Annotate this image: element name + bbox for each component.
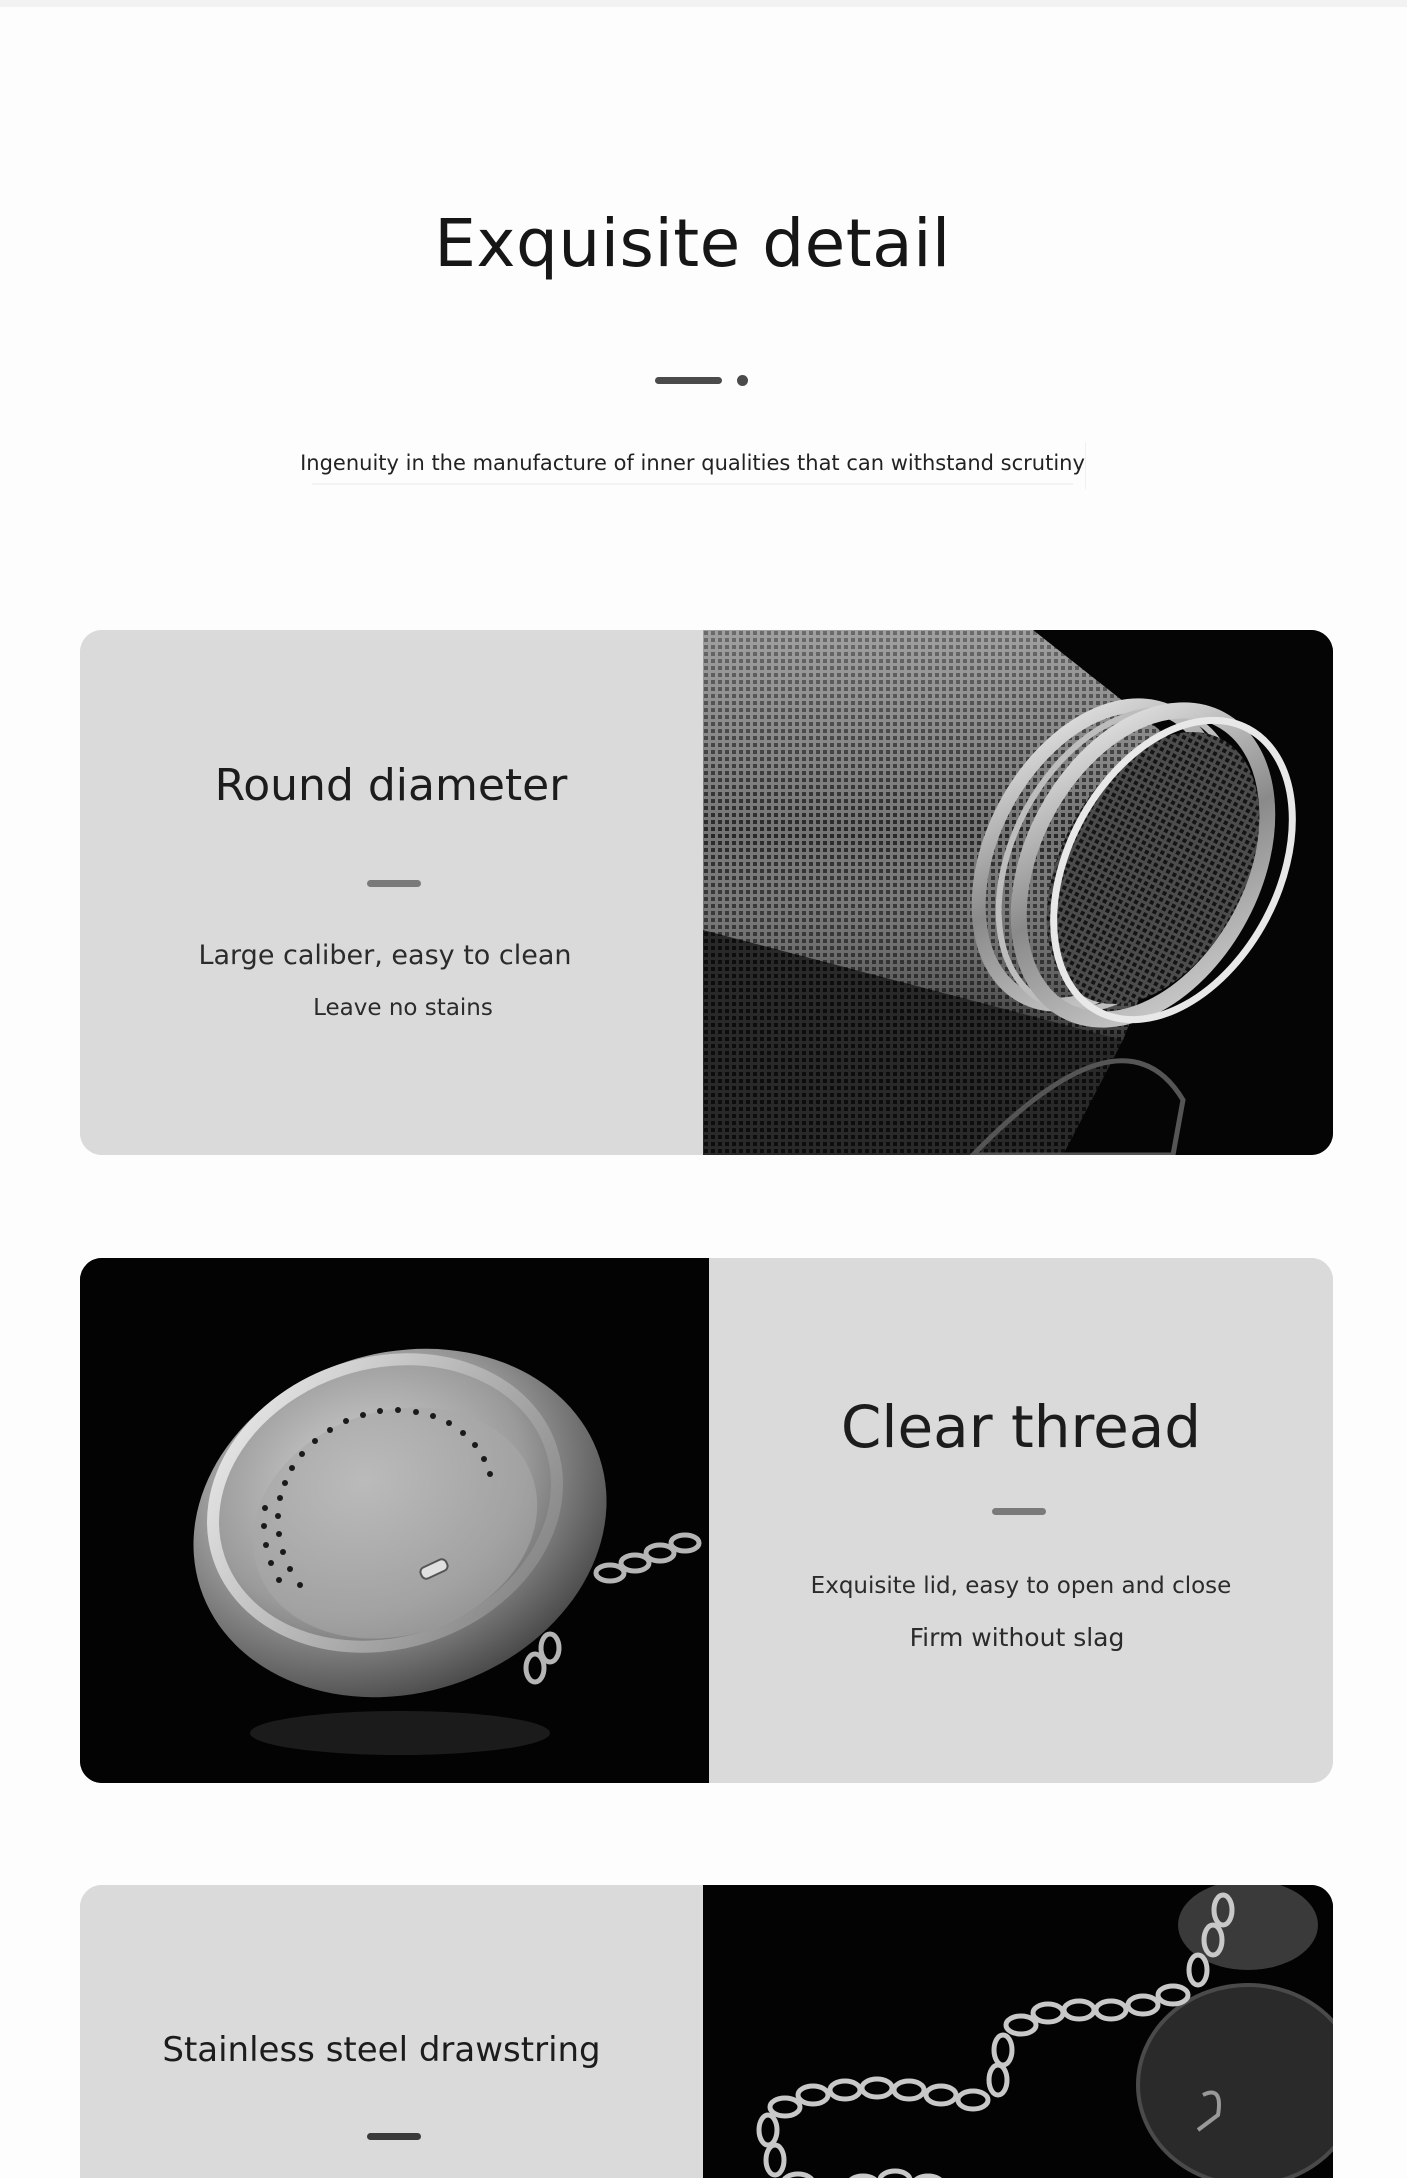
lid-bowl-image bbox=[80, 1258, 709, 1783]
feature-card-clear-thread bbox=[80, 1258, 1333, 1783]
title-dash bbox=[655, 377, 722, 384]
lid-bowl-illustration bbox=[80, 1258, 709, 1783]
chain-illustration bbox=[703, 1885, 1333, 2178]
feature-text-panel bbox=[709, 1258, 1333, 1783]
feature-heading: Clear thread bbox=[840, 1393, 1202, 1461]
feature-line-2: Leave no stains bbox=[313, 995, 493, 1021]
feature-dash bbox=[367, 880, 421, 887]
chain-image bbox=[703, 1885, 1333, 2178]
top-strip bbox=[0, 0, 1407, 7]
title-dot bbox=[737, 375, 748, 386]
feature-line-1: Large caliber, easy to clean bbox=[198, 940, 572, 971]
feature-line-2: Firm without slag bbox=[909, 1623, 1125, 1652]
mesh-cylinder-image bbox=[703, 630, 1333, 1155]
section-subtitle: Ingenuity in the manufacture of inner qualities that can withstand scrutiny bbox=[300, 442, 1086, 489]
feature-text-panel bbox=[80, 630, 702, 1155]
feature-dash bbox=[992, 1508, 1046, 1515]
title-decoration bbox=[655, 374, 750, 388]
feature-card-drawstring bbox=[80, 1885, 1333, 2178]
feature-text-panel bbox=[80, 1885, 703, 2178]
feature-dash bbox=[367, 2133, 421, 2140]
feature-line-1: Exquisite lid, easy to open and close bbox=[810, 1573, 1232, 1599]
feature-heading: Stainless steel drawstring bbox=[162, 2030, 601, 2070]
mesh-cylinder-illustration bbox=[703, 630, 1333, 1155]
feature-heading: Round diameter bbox=[214, 760, 568, 811]
section-title: Exquisite detail bbox=[434, 205, 951, 282]
feature-card-round-diameter bbox=[80, 630, 1333, 1155]
